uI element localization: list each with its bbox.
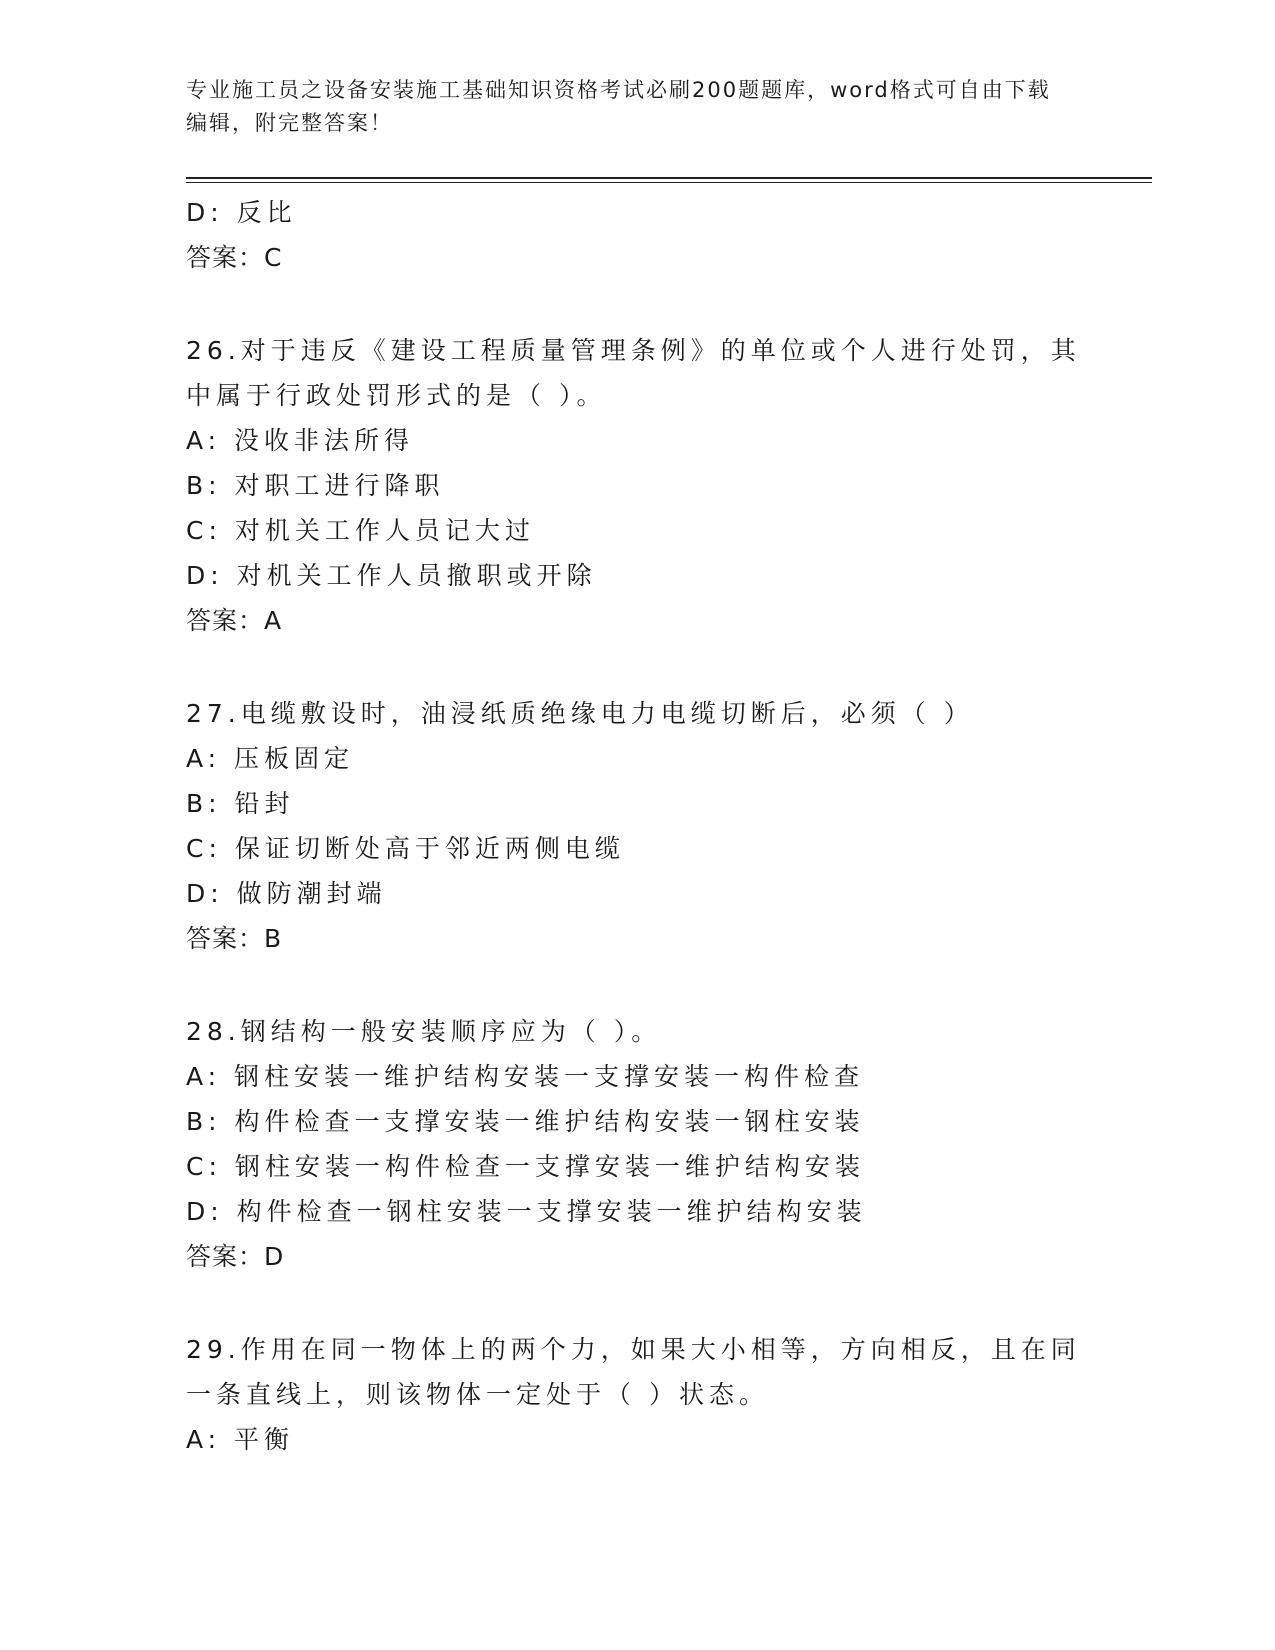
header-divider	[186, 177, 1152, 179]
page-header: 专业施工员之设备安装施工基础知识资格考试必刷200题题库，word格式可自由下载编辑，附完整答案！	[186, 78, 1051, 135]
answer: 答案：C	[186, 243, 283, 272]
answer: 答案：B	[186, 924, 283, 953]
option-b: B: 铅封	[186, 789, 295, 818]
question-28	[186, 1009, 1086, 1279]
question-stem: 29.作用在同一物体上的两个力，如果大小相等，方向相反，且在同一条直线上，则该物体一定处于（ ）状态。	[186, 1335, 1081, 1409]
option-d: D: 构件检查一钢柱安装一支撑安装一维护结构安装	[186, 1197, 867, 1226]
question-26	[186, 328, 1086, 643]
option-d: D: 对机关工作人员撤职或开除	[186, 561, 597, 590]
option-d: D: 做防潮封端	[186, 879, 387, 908]
question-27	[186, 691, 1086, 961]
question-stem: 28.钢结构一般安装顺序应为（ ）。	[186, 1017, 662, 1046]
option-b: B: 构件检查一支撑安装一维护结构安装一钢柱安装	[186, 1107, 865, 1136]
header-divider-thin	[186, 182, 1152, 183]
option-a: A: 没收非法所得	[186, 426, 415, 455]
answer: 答案：A	[186, 606, 283, 635]
option-c: C: 保证切断处高于邻近两侧电缆	[186, 834, 625, 863]
option-a: A: 钢柱安装一维护结构安装一支撑安装一构件检查	[186, 1062, 865, 1091]
lead-block	[186, 190, 1086, 280]
option-a: A: 平衡	[186, 1425, 295, 1454]
option-a: A: 压板固定	[186, 744, 355, 773]
question-content	[186, 190, 1086, 1462]
question-stem: 26.对于违反《建设工程质量管理条例》的单位或个人进行处罚，其中属于行政处罚形式的是（ ）。	[186, 336, 1081, 410]
option-c: C: 钢柱安装一构件检查一支撑安装一维护结构安装	[186, 1152, 865, 1181]
option-d: D: 反比	[186, 198, 297, 227]
option-c: C: 对机关工作人员记大过	[186, 516, 535, 545]
question-stem: 27.电缆敷设时，油浸纸质绝缘电力电缆切断后，必须（ ）	[186, 699, 974, 728]
answer: 答案：D	[186, 1242, 285, 1271]
question-29	[186, 1327, 1086, 1462]
option-b: B: 对职工进行降职	[186, 471, 445, 500]
